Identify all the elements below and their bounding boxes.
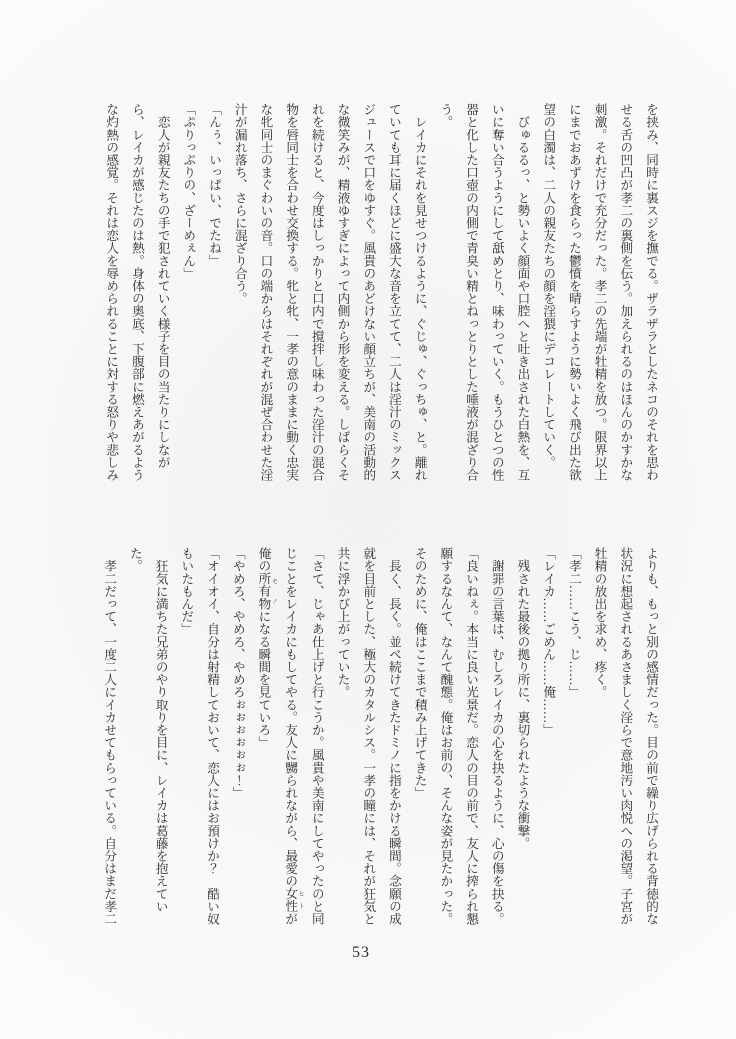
text-line: を挟み、同時に裏スジを撫でる。ザラザラとしたネコのそれを思わ xyxy=(644,103,658,481)
text-line: な牝同士のまぐわいの音。口の端からはそれぞれが混ぜ合わせた淫 xyxy=(258,103,273,481)
text-line: 「んぅ、いっぱい、でたね」 xyxy=(207,103,222,267)
text-line: 器と化した口壺の内側で青臭い精とねっとりとした唾液が混ざり合 xyxy=(464,103,479,481)
text-line: 「さて、じゃあ仕上げと行こうか。風貴や美南にしてやったのと同 xyxy=(309,547,324,925)
text-line: にまでおあずけを食らった鬱憤を晴らすように勢いよく飛び出た欲 xyxy=(566,103,581,481)
ruby-annotated-word: 所有物 モノ xyxy=(256,572,277,611)
text-line: う。 xyxy=(438,103,453,129)
text-line: せる舌の凹凸が孝二の裏側を伝う。加えられるのはほんのかすかな xyxy=(618,103,633,481)
text-line: な微笑みが、精液ゆすぎによって内側から形を変える。しばらくそ xyxy=(335,103,350,481)
text-line: 「ぷりっぷりの、ざーめぇん」 xyxy=(181,103,196,280)
text-line: よりも、もっと別の感情だった。目の前で繰り広げられる背徳的な xyxy=(644,547,658,925)
text-line: 孝二だって、一度二人にイカせてもらっている。自分はまだ孝二 xyxy=(102,547,117,925)
text-line: 物を唇同士を合わせ交換する。牝と牝、一孝の意のままに動く忠実 xyxy=(284,103,299,481)
text-block-bottom xyxy=(97,547,663,931)
text-line: びゅるるっ、と勢いよく顔面や口腔へと吐き出された白熱を、互 xyxy=(515,103,530,481)
text-line: ら、レイカが感じたのは熱。身体の奥底、下腹部に燃えあがるよう xyxy=(129,103,144,481)
text-line: 「良いねぇ。本当に良い光景だ。恋人の目の前で、友人に搾られ懇 xyxy=(464,547,479,925)
text-line: 狂気に満ちた兄弟のやり取りを目に、レイカは葛藤を抱えてい xyxy=(153,547,168,913)
text-line: 恋人が親友たちの手で犯されていく様子を目の当たりにしなが xyxy=(155,103,170,469)
text-line: ジュースで口をゆすぐ。風貴のあどけない顔立ちが、美南の活動的 xyxy=(361,103,376,481)
page-number: 53 xyxy=(352,944,370,961)
text-line: 刺激。それだけで充分だった。孝二の先端が牡精を放つ。限界以上 xyxy=(592,103,607,481)
text-line: もいたもんだ」 xyxy=(179,547,194,636)
text-line: 「オイオイ、自分は射精しておいて、恋人にはお預けか？ 酷い奴 xyxy=(205,547,220,925)
text-line: 共に浮かび上がっていた。 xyxy=(335,547,350,699)
text-line: 「孝二……こう、じ……」 xyxy=(566,547,581,699)
text-line: 「やめろ、やめろ、やめろぉぉぉぉぉぉ！」 xyxy=(230,547,245,799)
text-line: た。 xyxy=(127,547,142,573)
text-line: レイカにそれを見せつけるように、ぐじゅ、ぐっちゅ、と。離れ xyxy=(412,103,427,481)
text-line: 謝罪の言葉は、むしろレイカの心を抉るように、心の傷を抉る。 xyxy=(489,547,504,925)
text-block-top xyxy=(97,103,663,487)
text-line: 牡精の放出を求め、疼く。 xyxy=(592,547,607,699)
text-line: 長く、長く。並べ続けてきたドミノに指をかける瞬間。念願の成 xyxy=(386,547,401,925)
text-line: 望の白濁は、二人の親友たちの顔を淫猥にデコレートしていく。 xyxy=(541,103,556,469)
text-line: 汁が漏れ落ち、さらに混ざり合う。 xyxy=(232,103,247,305)
text-line: な灼熱の感覚。それは恋人を辱められることに対する怒りや悲しみ xyxy=(104,103,119,481)
text-line: ていても耳に届くほどに盛大な音を立てて、二人は淫汁のミックス xyxy=(386,103,401,481)
text-line: 残された最後の拠り所に、裏切られたような衝撃。 xyxy=(515,547,530,850)
text-line: 俺の所有物 モノになる瞬間を見ていろ」 xyxy=(256,547,277,749)
text-line: れを続けると、今度はしっかりと口内で撹拌し味わった淫汁の混合 xyxy=(309,103,324,481)
text-line: そのために、俺はここまで積み上げてきた」 xyxy=(412,547,427,799)
text-line: 願するなんて、なんて醜態。俺はお前の、そんな姿が見たかった。 xyxy=(438,547,453,925)
text-line: 「レイカ……ごめん……俺……」 xyxy=(541,547,556,736)
ruby-annotated-word: 女性 ヒト xyxy=(283,887,304,913)
text-line: 就を目前とした、極大のカタルシス。一孝の瞳には、それが狂気と xyxy=(361,547,376,925)
text-line: いに奪い合うようにして舐めとり、味わっていく。もうひとつの性 xyxy=(489,103,504,481)
text-line: 状況に想起されるあさましく淫らで意地汚い肉悦への渇望。子宮が xyxy=(618,547,633,925)
text-line: じことをレイカにもしてやる。友人に嬲られながら、最愛の女性 ヒトが xyxy=(283,547,304,926)
